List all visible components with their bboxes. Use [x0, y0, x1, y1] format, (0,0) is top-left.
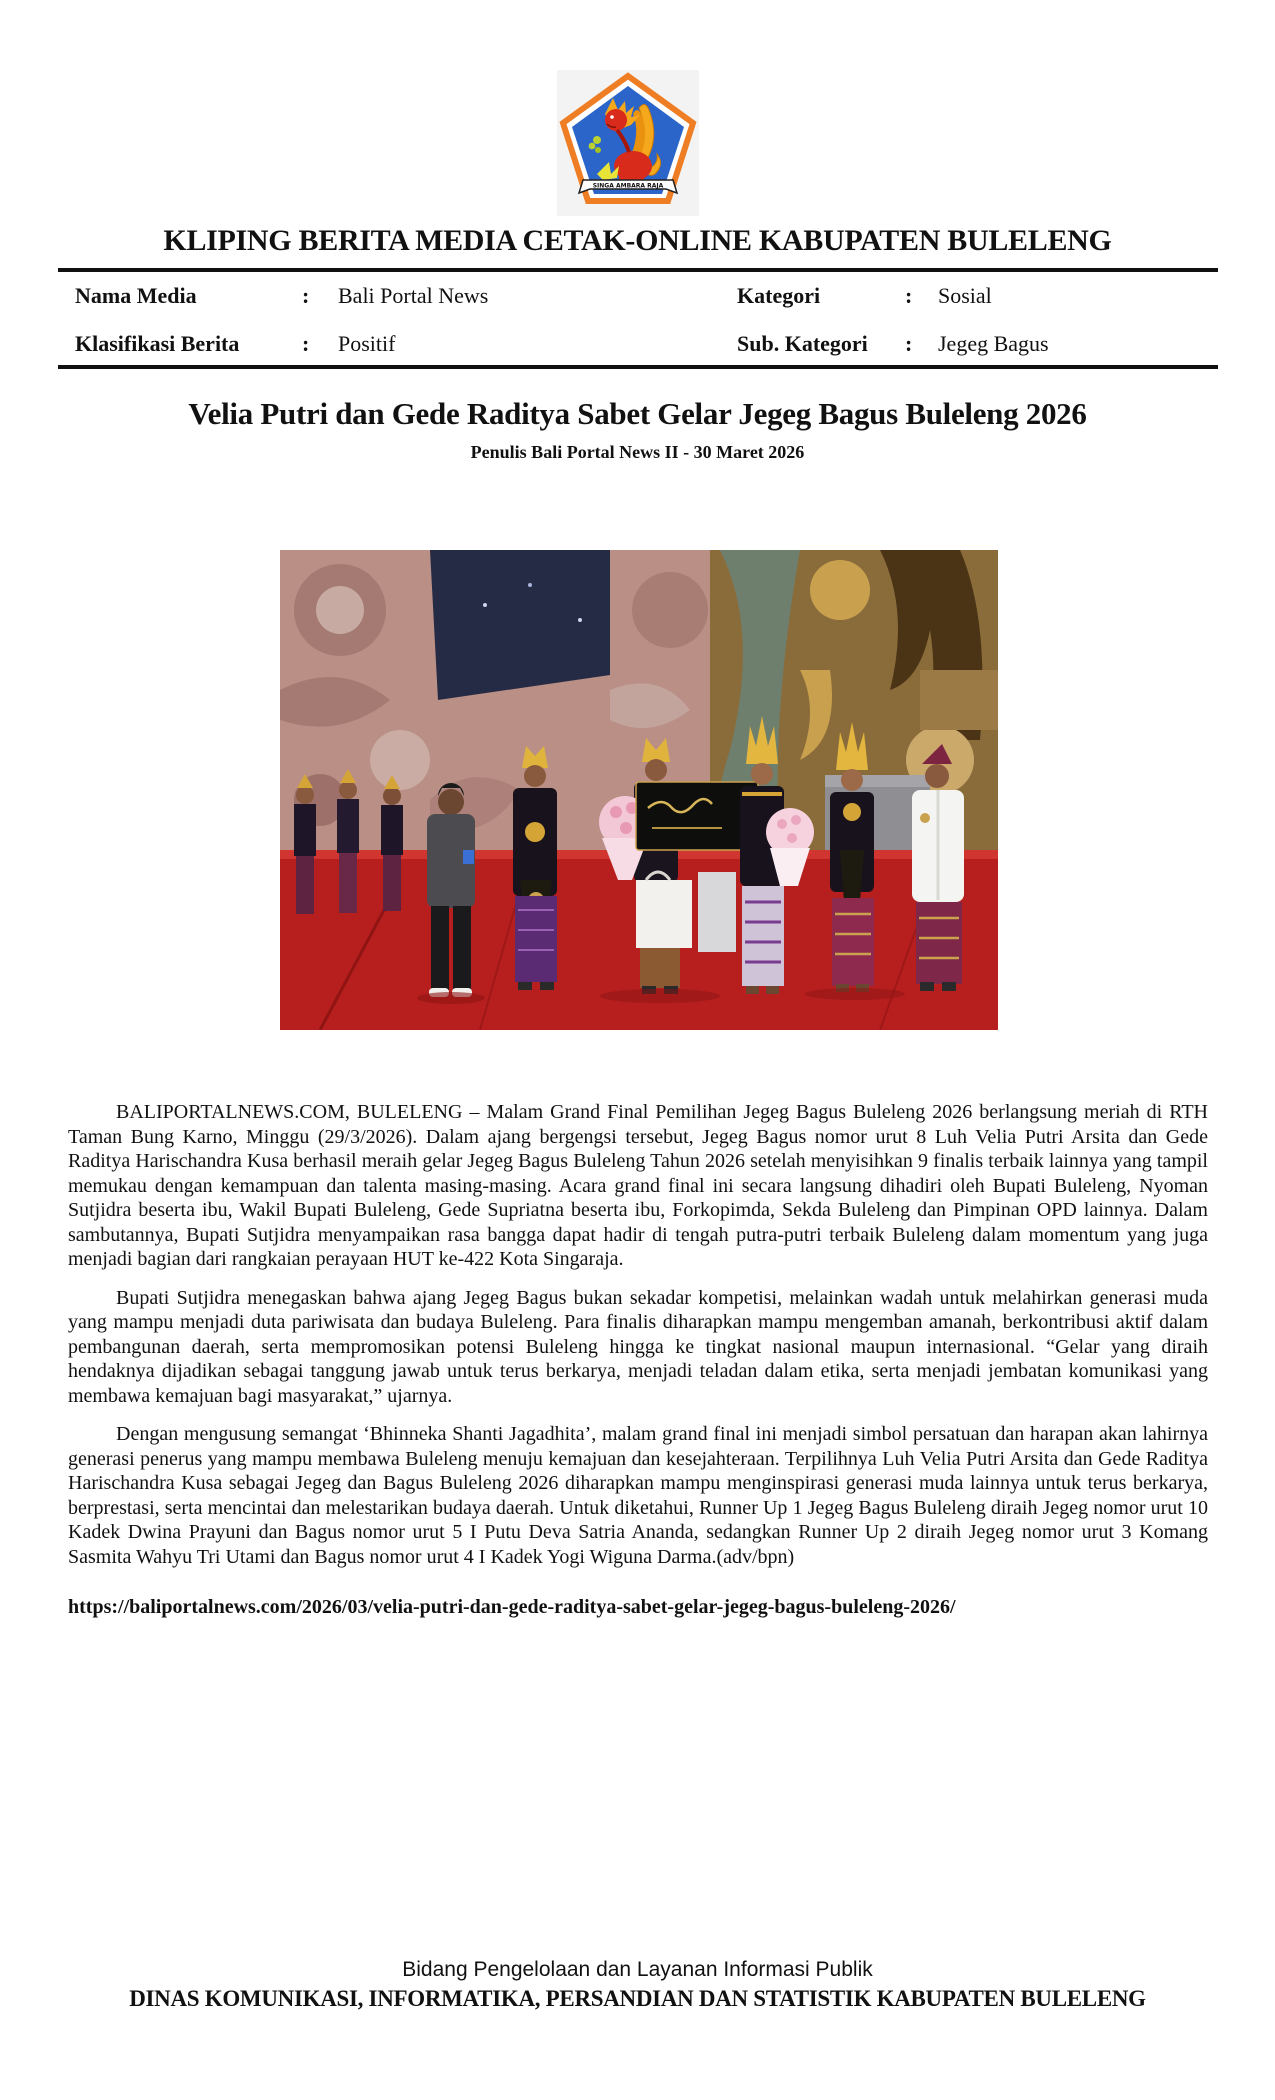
colon: :: [905, 331, 913, 356]
page-title: KLIPING BERITA MEDIA CETAK-ONLINE KABUPATEN BULELENG: [163, 224, 1112, 257]
divider-meta: [58, 365, 1218, 369]
footer-agency: DINAS KOMUNIKASI, INFORMATIKA, PERSANDIAN DAN STATISTIK KABUPATEN BULELENG: [129, 1986, 1146, 2011]
crest-graphic: [557, 70, 699, 216]
crest-motto-text: SINGA AMBARA RAJA: [592, 182, 664, 190]
article-byline: Penulis Bali Portal News II - 30 Maret 2026: [470, 442, 805, 462]
article-photo: [280, 550, 998, 1030]
paragraph-3: Dengan mengusung semangat ‘Bhinneka Shanti Jagadhita’, malam grand final ini menjadi simbol persatuan dan harapan akan lahirnya generasi penerus yang mampu membawa Buleleng menuju kemajuan dan kesejahteraan. Terpilihnya Luh Velia Putri Arsita dan Gede Raditya Harischandra Kusa sebagai Jegeg dan Bagus Buleleng 2026 diharapkan mampu menginspirasi generasi muda lainnya untuk terus berkarya, berprestasi, serta mencintai dan melestarikan budaya daerah. Untuk diketahui, Runner Up 1 Jegeg Bagus Buleleng diraih Jegeg nomor urut 10 Kadek Dwina Prayuni dan Bagus nomor urut 5 I Putu Deva Satria Ananda, sedangkan Runner Up 2 diraih Jegeg nomor urut 3 Komang Sasmita Wahyu Tri Utami dan Bagus nomor urut 4 I Kadek Yogi Wiguna Darma.(adv/bpn): [68, 1423, 1208, 1568]
colon: :: [302, 283, 310, 308]
article-body: [68, 1100, 1208, 1620]
kategori-label: Kategori: [737, 283, 821, 308]
paragraph-1: BALIPORTALNEWS.COM, BULELENG – Malam Grand Final Pemilihan Jegeg Bagus Buleleng 2026 berlangsung meriah di RTH Taman Bung Karno, Minggu (29/3/2026). Dalam ajang bergengsi tersebut, Jegeg Bagus nomor urut 8 Luh Velia Putri Arsita dan Gede Raditya Harischandra Kusa berhasil meraih gelar Jegeg Bagus Buleleng Tahun 2026 setelah menyisihkan 9 finalis terbaik lainnya yang tampil memukau dengan kemampuan dan talenta masing-masing. Acara grand final ini secara langsung dihadiri oleh Bupati Buleleng, Nyoman Sutjidra beserta ibu, Wakil Bupati Buleleng, Gede Supriatna beserta ibu, Forkopimda, Sekda Buleleng dan Pimpinan OPD lainnya. Dalam sambutannya, Bupati Sutjidra menyampaikan rasa bangga dapat hadir di tengah putra-putri terbaik Buleleng dalam momentum yang juga menjadi bagian dari rangkaian perayaan HUT ke-422 Kota Singaraja.: [68, 1101, 1208, 1270]
paragraph-2: Bupati Sutjidra menegaskan bahwa ajang Jegeg Bagus bukan sekadar kompetisi, melainkan wadah untuk melahirkan generasi muda yang mampu menjadi duta pariwisata dan budaya Buleleng. Para finalis diharapkan mampu mengemban amanah, berkontribusi aktif dalam pembangunan daerah, serta mempromosikan potensi Buleleng hingga ke tingkat nasional maupun internasional. “Gelar yang diraih hendaknya dijadikan sebagai tanggung jawab untuk terus berkarya, menjadi teladan dalam etika, serta menjadi jembatan komunikasi yang membawa kemajuan bagi masyarakat,” ujarnya.: [68, 1286, 1208, 1407]
divider-top: [58, 268, 1218, 272]
kategori-value: Sosial: [938, 283, 992, 308]
article-title: Velia Putri dan Gede Raditya Sabet Gelar Jegeg Bagus Buleleng 2026: [188, 396, 1087, 431]
source-url-link[interactable]: https://baliportalnews.com/2026/03/velia-putri-dan-gede-raditya-sabet-gelar-jegeg-bagus-buleleng-2026/: [68, 1596, 956, 1618]
nama-media-value: Bali Portal News: [338, 283, 489, 308]
klasifikasi-value: Positif: [338, 331, 396, 356]
sub-kategori-value: Jegeg Bagus: [938, 331, 1049, 356]
buleleng-crest-logo: [557, 70, 699, 216]
sub-kategori-label: Sub. Kategori: [737, 331, 868, 356]
photo-scene: [280, 550, 998, 1030]
colon: :: [905, 283, 913, 308]
klasifikasi-label: Klasifikasi Berita: [75, 331, 240, 356]
background-finalists: [294, 769, 403, 914]
colon: :: [302, 331, 310, 356]
footer-division: Bidang Pengelolaan dan Layanan Informasi Publik: [402, 1958, 873, 1981]
nama-media-label: Nama Media: [75, 283, 197, 308]
